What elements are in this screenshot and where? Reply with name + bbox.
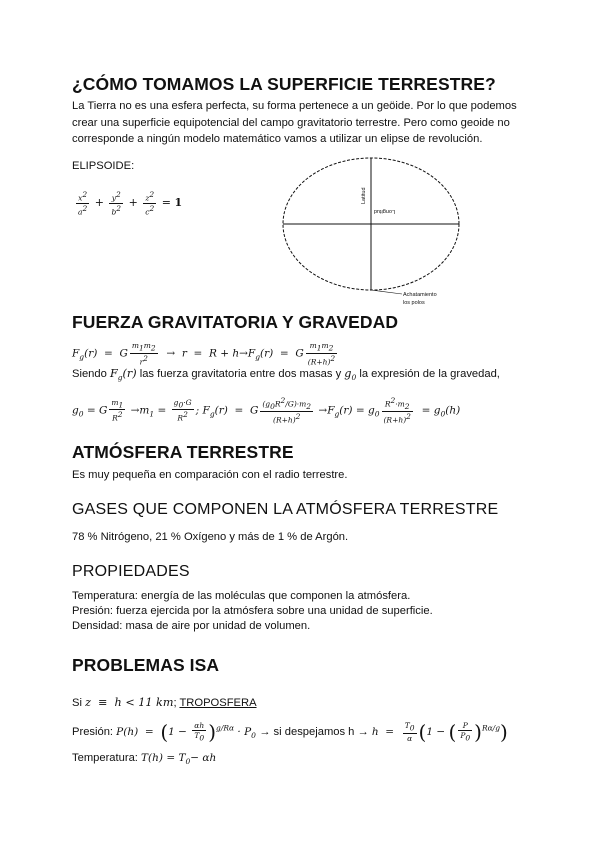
equation-fuerza-1: $F_g(r) = G$ $\frac{m_1m_2}{r^2}$ → $r = R + h\to F_g(r) = G$ $\frac{m_1m_2}{(R+h)^2}$ [72,341,336,366]
poles-pointer [371,290,402,294]
label-polos: los polos [403,300,425,306]
title-superficie: ¿CÓMO TOMAMOS LA SUPERFICIE TERRESTRE? [72,74,496,94]
label-achatamiento: Achatamiento [403,292,437,298]
propiedad-presion: Presión: fuerza ejercida por la atmósfera sobre una unidad de superficie. [72,605,433,617]
isa-temperatura-line: Temperatura: $T(h) = T_0- \alpha h$ [72,752,217,767]
troposfera-label: TROPOSFERA [179,697,257,709]
title-isa: PROBLEMAS ISA [72,655,220,675]
title-propiedades: PROPIEDADES [72,563,190,580]
paragraph-atmosfera: Es muy pequeña en comparación con el radio terrestre. [72,469,348,481]
label-longitud: Longitud [373,208,395,214]
isa-si-line: Si z ≡ h < 11 km; TROPOSFERA [72,696,257,709]
paragraph-siendo: Siendo $F_g(r)$ las fuerza gravitatoria entre dos masas y $g_0$ la expresión de la gravedad, [72,367,500,383]
label-latitud: Latitud [361,187,367,204]
title-atmosfera: ATMÓSFERA TERRESTRE [72,442,294,462]
paragraph-gases: 78 % Nitrógeno, 21 % Oxígeno y más de 1 % de Argón. [72,531,349,543]
ellipsoid-label: ELIPSOIDE: [72,160,135,172]
temperatura-label: Temperatura: [72,752,138,764]
presion-mid: → si despejamos h → [259,726,369,738]
equation-fuerza-2: $g_0 = G$ $\frac{m_1}{R^2}$ $\to m_1$ = $\frac{g_0\cdot G}{R^2}$ ; $F_g(r) = G$ $\frac{(g_0R^2/G)\cdot m_2}{(R+h)^2}$ $\to F_g(r) = g_0$ $\frac{R^2\cdot m_2}{(R+h)^2}$ = $g_0(h)$ [72,396,461,425]
title-fuerza: FUERZA GRAVITATORIA Y GRAVEDAD [72,312,399,332]
title-gases: GASES QUE COMPONEN LA ATMÓSFERA TERRESTRE [72,501,499,518]
paragraph-superficie: La Tierra no es una esfera perfecta, su forma pertenece a un geöide. Por lo que podemos crear una superficie equipotencial del campo gravitatorio terrestre. Pero como geoide no corresponde a ningún modelo matemático vamos a utilizar un elipse de revolución. [72,100,517,145]
propiedad-densidad: Densidad: masa de aire por unidad de volumen. [72,620,311,632]
ellipsoid-equation: $\frac{x^2}{a^2}$ + $\frac{y^2}{b^2}$ + $\frac{z^2}{c^2}$ = 1 [78,190,183,216]
isa-presion-line: Presión: P(h) = (1 − $\frac{\alpha h}{T_0}$ )$^{g/R\alpha} \cdot P_0$ → si despejamos h → h = $\frac{T_0}{\alpha}$ (1 − ( $\frac{P}{P_0}$ )$^{R\alpha/g}$) [72,720,508,744]
presion-label: Presión: [72,726,114,738]
propiedad-temperatura: Temperatura: energía de las moléculas que componen la atmósfera. [72,590,411,602]
ellipsoid-diagram [282,156,472,316]
